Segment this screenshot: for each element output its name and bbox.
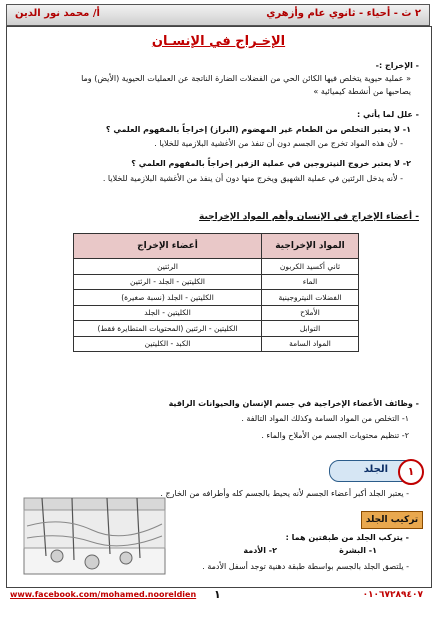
table-row (74, 305, 359, 321)
header-band (6, 4, 430, 26)
table-cell-material: الماء (262, 274, 359, 290)
explain-question-2: ٢- لا يعتبر خروج النيتروجين في عملية الزفير إخراجاً بالمفهوم العلمي ؟ (131, 159, 411, 168)
explain-answer-2: - لأنه يدخل الرئتين في عملية الشهيق ويخرج منها دون أن ينفذ من الأغشية البلازمية للخلايا . (102, 174, 403, 183)
table-cell-organs: الكليتين - الجلد (74, 305, 262, 321)
header-course: ٢ ث - أحياء - ثانوي عام وأزهري (266, 8, 421, 19)
table-title: - أعضاء الإخراج في الإنسان وأهم المواد الإخراجية (199, 212, 419, 222)
table-cell-material: المواد السامة (262, 336, 359, 352)
table-cell-organs: الكليتين - الجلد - الرئتين (74, 274, 262, 290)
functions-title: - وظائف الأعضاء الإخراجية في جسم الإنسان والحيوانات الراقية (168, 399, 419, 408)
table-row (74, 321, 359, 337)
footer-phone: ٠١٠٦٧٢٨٩٤٠٧ (362, 590, 423, 600)
section-badge (329, 460, 423, 482)
page-number: ١ (214, 588, 221, 601)
table-cell-organs: الكليتين - الجلد (نسبة صغيرة) (74, 290, 262, 306)
section-name: الجلد (363, 464, 388, 475)
explain-question-1: ١- لا يعتبر التخلص من الطعام غير المهضوم (البراز) إخراجاً بالمفهوم العلمي ؟ (105, 125, 411, 134)
skin-layer-2: ٢- الأدمة (243, 546, 277, 555)
skin-layer-1: ١- البشرة (339, 546, 377, 555)
explain-label: - علل لما يأتي : (356, 110, 419, 119)
excretion-table (73, 233, 359, 352)
skin-structure-line-2: - يلتصق الجلد بالجسم بواسطة طبقة دهنية توجد أسفل الأدمة . (202, 562, 409, 571)
section-number: ١ (398, 459, 424, 485)
table-cell-organs: الكبد - الكليتين (74, 336, 262, 352)
skin-structure-title: تركيب الجلد (361, 511, 423, 529)
table-cell-material: ثاني أكسيد الكربون (262, 259, 359, 275)
table-cell-organs: الكليتين - الرئتين (المحتويات المتطايرة فقط) (74, 321, 262, 337)
skin-diagram (22, 496, 167, 576)
page-title: الإخـراج في الإنسـان (151, 34, 286, 49)
explain-answer-1: - لأن هذه المواد تخرج من الجسم دون أن تنفذ من الأغشية البلازمية للخلايا . (154, 139, 403, 148)
definition-label: - الإخراج :- (375, 61, 419, 70)
table-cell-organs: الرئتين (74, 259, 262, 275)
definition-line-2: يصاحبها من أنشطة كيميائية » (313, 87, 411, 96)
skin-structure-line-1: - يتركب الجلد من طبقتين هما : (285, 533, 409, 542)
table-header-organs: أعضاء الإخراج (74, 234, 262, 259)
table-row (74, 336, 359, 352)
skin-intro: - يعتبر الجلد أكبر أعضاء الجسم لأنه يحيط بالجسم كله وأطرافه من الخارج . (160, 489, 409, 498)
table-header-materials: المواد الإخراجية (262, 234, 359, 259)
table-row (74, 259, 359, 275)
table-header-row (74, 234, 359, 259)
table-cell-material: الفضلات النيتروجينية (262, 290, 359, 306)
table-row (74, 290, 359, 306)
header-teacher: أ/ محمد نور الدين (15, 8, 100, 19)
footer-website[interactable]: www.facebook.com/mohamed.nooreldien (10, 590, 197, 599)
table-cell-material: الأملاح (262, 305, 359, 321)
functions-item-2: ٢- تنظيم محتويات الجسم من الأملاح والماء . (261, 431, 409, 440)
definition-line-1: « عملية حيوية يتخلص فيها الكائن الحي من الفضلات الضارة الناتجة عن العمليات الحيوية (الأيض) وما (81, 74, 411, 83)
table-cell-material: التوابل (262, 321, 359, 337)
functions-item-1: ١- التخلص من المواد السامة وكذلك المواد التالفة . (241, 414, 409, 423)
table-row (74, 274, 359, 290)
